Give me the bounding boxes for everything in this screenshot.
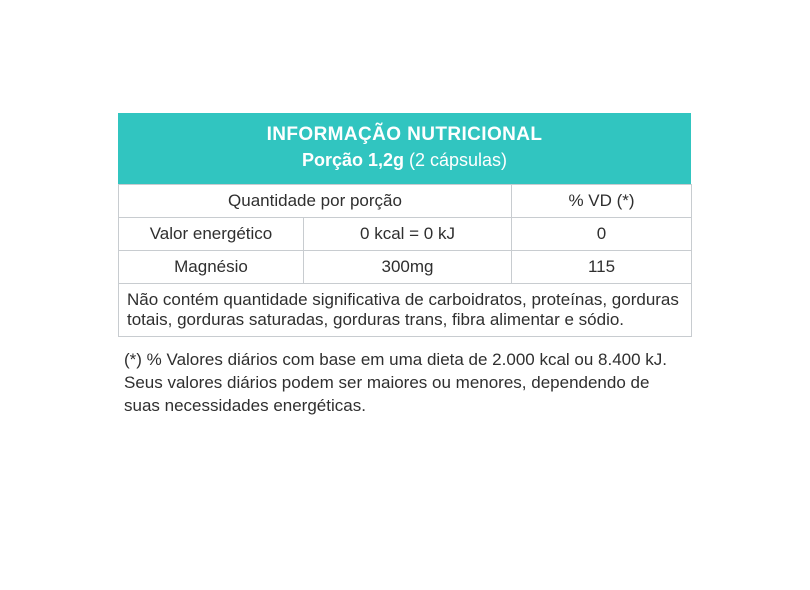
nutrient-vd: 0: [512, 218, 692, 251]
column-header-vd: % VD (*): [512, 185, 692, 218]
insignificant-amounts-note: Não contém quantidade significativa de carboidratos, proteínas, gorduras totais, gorduras saturadas, gorduras trans, fibra alimentar e sódio.: [119, 284, 692, 337]
nutrient-vd: 115: [512, 251, 692, 284]
nutrition-table: [118, 184, 692, 337]
nutrition-facts-panel: [118, 113, 691, 418]
nutrition-title: INFORMAÇÃO NUTRICIONAL: [266, 124, 543, 145]
nutrient-name: Valor energético: [119, 218, 304, 251]
nutrient-amount: 0 kcal = 0 kJ: [304, 218, 512, 251]
daily-values-footnote: (*) % Valores diários com base em uma dieta de 2.000 kcal ou 8.400 kJ. Seus valores diários podem ser maiores ou menores, dependendo de suas necessidades energéticas.: [124, 350, 668, 416]
column-header-quantity: Quantidade por porção: [119, 185, 512, 218]
portion-label: Porção 1,2g: [301, 149, 404, 170]
nutrition-portion: [125, 149, 684, 172]
nutrient-amount: 300mg: [304, 251, 512, 284]
table-row: [119, 218, 692, 251]
portion-detail: (2 cápsulas): [409, 149, 508, 170]
nutrition-header: [118, 113, 691, 184]
table-note-row: [119, 284, 692, 337]
table-row: [119, 251, 692, 284]
table-header-row: [119, 185, 692, 218]
nutrient-name: Magnésio: [119, 251, 304, 284]
